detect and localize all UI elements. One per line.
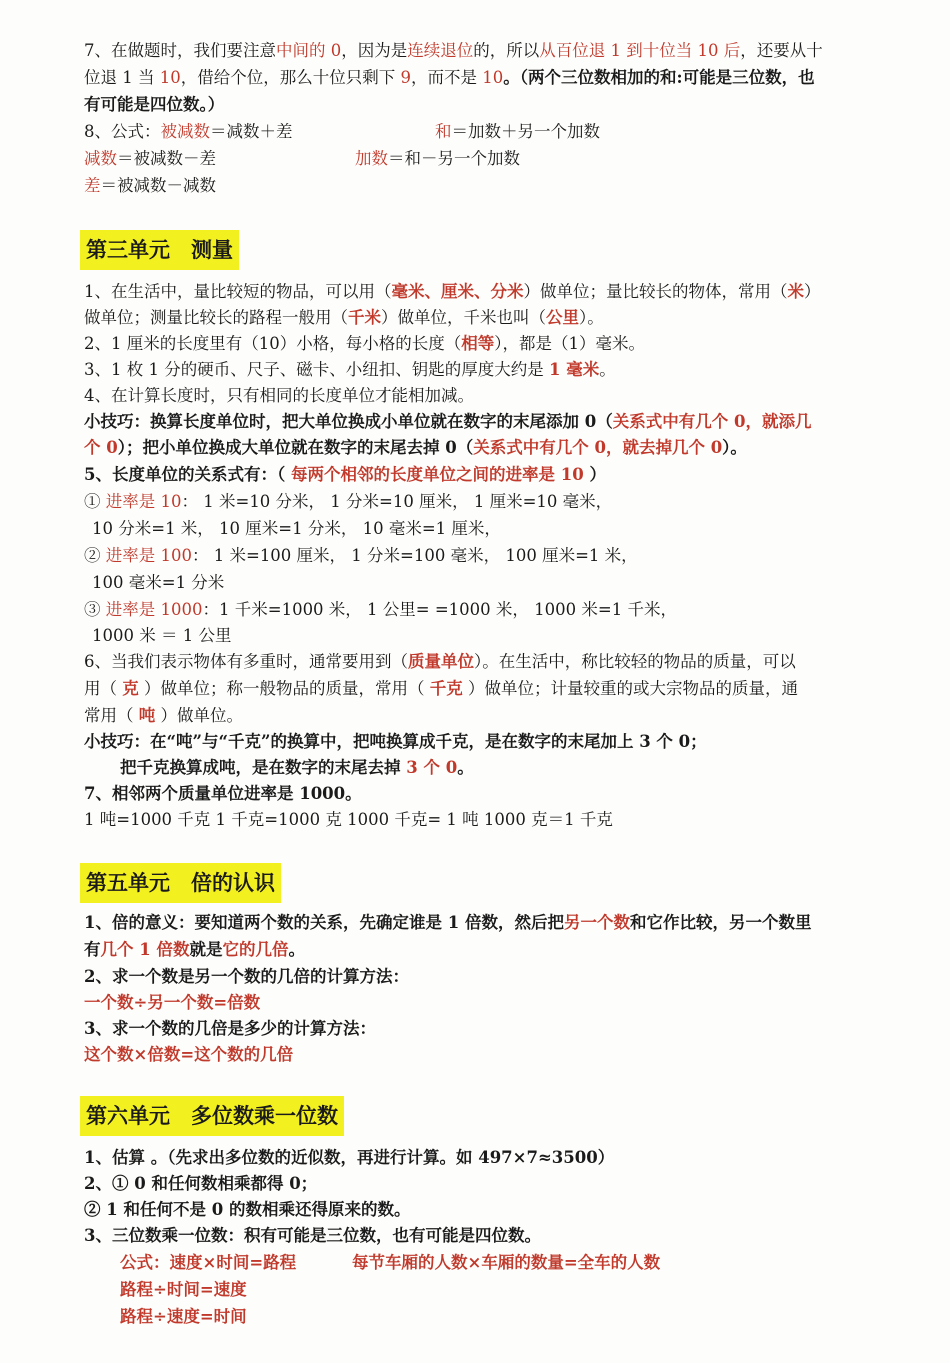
section-heading: 第六单元 多位数乘一位数 [80, 1096, 344, 1136]
text-line [120, 1304, 247, 1330]
highlighted-text: 千米 [348, 308, 381, 327]
text-span: 7、在做题时，我们要注意 [84, 41, 276, 60]
text-line [352, 1250, 660, 1276]
text-line [84, 119, 293, 145]
text-span: 1 吨=1000 千克 1 千克=1000 克 1000 千克= 1 吨 1000 克＝1 千克 [84, 810, 613, 829]
text-span: ： 1 米=10 分米， 1 分米=10 厘米， 1 厘米=10 毫米， [181, 492, 613, 511]
text-span: 有可能是四位数。） [84, 95, 225, 114]
text-span: ② [84, 546, 106, 565]
text-span: ： 1 米=100 厘米， 1 分米=100 毫米， 100 厘米=1 米， [192, 546, 638, 565]
highlighted-text: 和 [435, 122, 452, 141]
highlighted-text: 它的几倍 [222, 940, 289, 959]
text-span: ）；把小单位换成大单位就在数字的末尾去掉 0（ [117, 438, 474, 457]
highlighted-text: 中间的 0 [276, 41, 342, 60]
text-line [84, 92, 224, 118]
text-span: 小技巧：在“吨”与“千克”的换算中，把吨换算成千克，是在数字的末尾加上 3 个 0； [84, 732, 707, 751]
text-span: ）做单位；称一般物品的质量，常用（ [138, 679, 430, 698]
text-span: 把千克换算成吨，是在数字的末尾去掉 [120, 758, 407, 777]
highlighted-text: 毫米、厘米、分米 [391, 282, 524, 301]
highlighted-text: 一个数÷另一个数=倍数 [84, 993, 261, 1012]
text-line [84, 38, 823, 64]
text-span: 5、长度单位的关系式有：（ [84, 465, 291, 484]
text-span: 4、在计算长度时，只有相同的长度单位才能相加减。 [84, 386, 474, 405]
highlighted-text: 另一个数 [563, 913, 630, 932]
text-line [84, 383, 474, 409]
text-span: ） [583, 465, 606, 484]
text-line [120, 1277, 247, 1303]
text-span: 1000 米 ＝ 1 公里 [92, 626, 232, 645]
text-span: 1、估算 。（先求出多位数的近似数，再进行计算。如 497×7≈3500） [84, 1148, 615, 1167]
text-line [84, 435, 747, 461]
highlighted-text: 质量单位 [408, 652, 474, 671]
text-line [84, 1197, 410, 1223]
text-span: 8、公式： [84, 122, 161, 141]
text-span: 7、相邻两个质量单位进率是 1000。 [84, 784, 362, 803]
text-span: 做单位；测量比较长的路程一般用（ [84, 308, 348, 327]
text-span: ③ [84, 600, 106, 619]
text-line [84, 489, 612, 515]
text-span: 。 [457, 758, 474, 777]
highlighted-text: 这个数×倍数=这个数的几倍 [84, 1045, 294, 1064]
highlighted-text: 差 [84, 176, 101, 195]
highlighted-text: 进率是 10 [105, 492, 182, 511]
highlighted-text: 连续退位 [407, 41, 474, 60]
text-line [435, 119, 600, 145]
text-span: ＝和－另一个加数 [388, 149, 520, 168]
highlighted-text: 加数 [355, 149, 388, 168]
text-line [92, 623, 231, 649]
text-line [84, 1171, 317, 1197]
highlighted-text: 关系式中有几个 0，就添几 [612, 412, 812, 431]
highlighted-text: 1 毫米 [548, 360, 600, 379]
highlighted-text: 公式：速度×时间=路程 [120, 1253, 297, 1272]
highlighted-text: 9 [400, 68, 411, 87]
text-line [355, 146, 520, 172]
text-span: ＝加数＋另一个加数 [451, 122, 600, 141]
text-line [84, 1223, 541, 1249]
text-span: ）。 [579, 308, 604, 327]
highlighted-text: 千克 [429, 679, 463, 698]
text-span: 有 [84, 940, 101, 959]
text-span: 3、1 枚 1 分的硬币、尺子、磁卡、小纽扣、钥匙的厚度大约是 [84, 360, 549, 379]
text-span: ① [84, 492, 106, 511]
text-span: 就是 [189, 940, 223, 959]
text-span: ）做单位，千米也叫（ [381, 308, 546, 327]
text-line [92, 516, 501, 542]
text-span: ）做单位；计量较重的或大宗物品的质量，通 [462, 679, 798, 698]
text-span: 10 分米=1 米， 10 厘米=1 分米， 10 毫米=1 厘米， [92, 519, 501, 538]
text-line [84, 1016, 376, 1042]
text-span: 2、求一个数是另一个数的几倍的计算方法： [84, 967, 409, 986]
highlighted-text: 被减数 [160, 122, 210, 141]
text-span: 3、求一个数的几倍是多少的计算方法： [84, 1019, 376, 1038]
text-span: ，还要从十 [740, 41, 823, 60]
text-line [84, 331, 645, 357]
text-line [84, 676, 798, 702]
highlighted-text: 进率是 1000 [105, 600, 203, 619]
text-line [84, 597, 677, 623]
text-line [84, 1042, 293, 1068]
text-line [84, 462, 606, 488]
highlighted-text: 进率是 100 [105, 546, 192, 565]
text-span: ）。 [722, 438, 747, 457]
highlighted-text: 几个 1 倍数 [100, 940, 190, 959]
text-line [84, 649, 796, 675]
text-line [92, 570, 224, 596]
text-line [84, 910, 811, 936]
text-span: ，因为是 [341, 41, 408, 60]
text-span: 。 [288, 940, 305, 959]
highlighted-text: 公里 [546, 308, 579, 327]
text-span: ）做单位。 [155, 706, 243, 725]
text-span: ＝被减数－减数 [100, 176, 216, 195]
text-line [84, 65, 815, 91]
text-span: ），都是（1）毫米。 [494, 334, 645, 353]
text-span: 2、① 0 和任何数相乘都得 0； [84, 1174, 318, 1193]
highlighted-text: 路程÷时间=速度 [120, 1280, 247, 1299]
highlighted-text: 10 [159, 68, 181, 87]
text-span: 常用（ [84, 706, 139, 725]
text-line [120, 755, 474, 781]
text-span: ＝减数＋差 [210, 122, 293, 141]
text-span: 小技巧：换算长度单位时，把大单位换成小单位就在数字的末尾添加 0（ [84, 412, 613, 431]
highlighted-text: 每两个相邻的长度单位之间的进率是 10 [290, 465, 584, 484]
highlighted-text: 路程÷速度=时间 [120, 1307, 247, 1326]
text-span: 的，所以 [473, 41, 540, 60]
text-span: 位退 1 当 [84, 68, 160, 87]
highlighted-text: 克 [122, 679, 139, 698]
highlighted-text: 吨 [138, 706, 156, 725]
text-line [84, 937, 305, 963]
text-span: 6、当我们表示物体有多重时，通常要用到（ [84, 652, 408, 671]
text-line [84, 409, 811, 435]
text-span: 3、三位数乘一位数：积有可能是三位数，也有可能是四位数。 [84, 1226, 541, 1245]
text-span: 和它作比较，另一个数里 [629, 913, 812, 932]
highlighted-text: 关系式中有几个 0，就去掉几个 0 [473, 438, 723, 457]
text-span: ） [804, 282, 821, 301]
text-line [84, 543, 638, 569]
text-span: ，借给个位，那么十位只剩下 [180, 68, 401, 87]
text-line [120, 1250, 296, 1276]
text-span: ：1 千米=1000 米， 1 公里= =1000 米， 1000 米=1 千米， [202, 600, 677, 619]
highlighted-text: 相等 [461, 334, 495, 353]
text-line [84, 146, 216, 172]
text-span: 2、1 厘米的长度里有（10）小格，每小格的长度（ [84, 334, 462, 353]
text-line [84, 305, 604, 331]
text-line [84, 173, 216, 199]
text-line [84, 990, 260, 1016]
text-span: 100 毫米=1 分米 [92, 573, 225, 592]
text-line [84, 781, 362, 807]
text-line [84, 357, 616, 383]
text-span: ＝被减数－差 [117, 149, 216, 168]
highlighted-text: 从百位退 1 到十位当 10 后 [539, 41, 741, 60]
text-line [84, 964, 409, 990]
text-line [84, 703, 243, 729]
text-line [84, 807, 613, 833]
highlighted-text: 10 [482, 68, 504, 87]
text-line [84, 729, 707, 755]
text-span: ② 1 和任何不是 0 的数相乘还得原来的数。 [84, 1200, 411, 1219]
text-span: ）做单位；量比较长的物体，常用（ [523, 282, 788, 301]
section-heading: 第三单元 测量 [80, 230, 239, 270]
text-line [84, 279, 821, 305]
text-line [84, 1145, 614, 1171]
text-span: ，而不是 [410, 68, 483, 87]
text-span: 。（两个三位数相加的和:可能是三位数，也 [503, 68, 815, 87]
text-span: 1、在生活中，量比较短的物品，可以用（ [84, 282, 392, 301]
text-span: 1、倍的意义：要知道两个数的关系，先确定谁是 1 倍数，然后把 [84, 913, 564, 932]
highlighted-text: 3 个 0 [406, 758, 458, 777]
text-span: ）。在生活中，称比较轻的物品的质量，可以 [474, 652, 796, 671]
text-span: 。 [599, 360, 616, 379]
highlighted-text: 每节车厢的人数×车厢的数量=全车的人数 [352, 1253, 661, 1272]
highlighted-text: 个 0 [84, 438, 118, 457]
text-span: 用（ [84, 679, 123, 698]
highlighted-text: 米 [787, 282, 804, 301]
highlighted-text: 减数 [84, 149, 117, 168]
section-heading: 第五单元 倍的认识 [80, 863, 281, 903]
